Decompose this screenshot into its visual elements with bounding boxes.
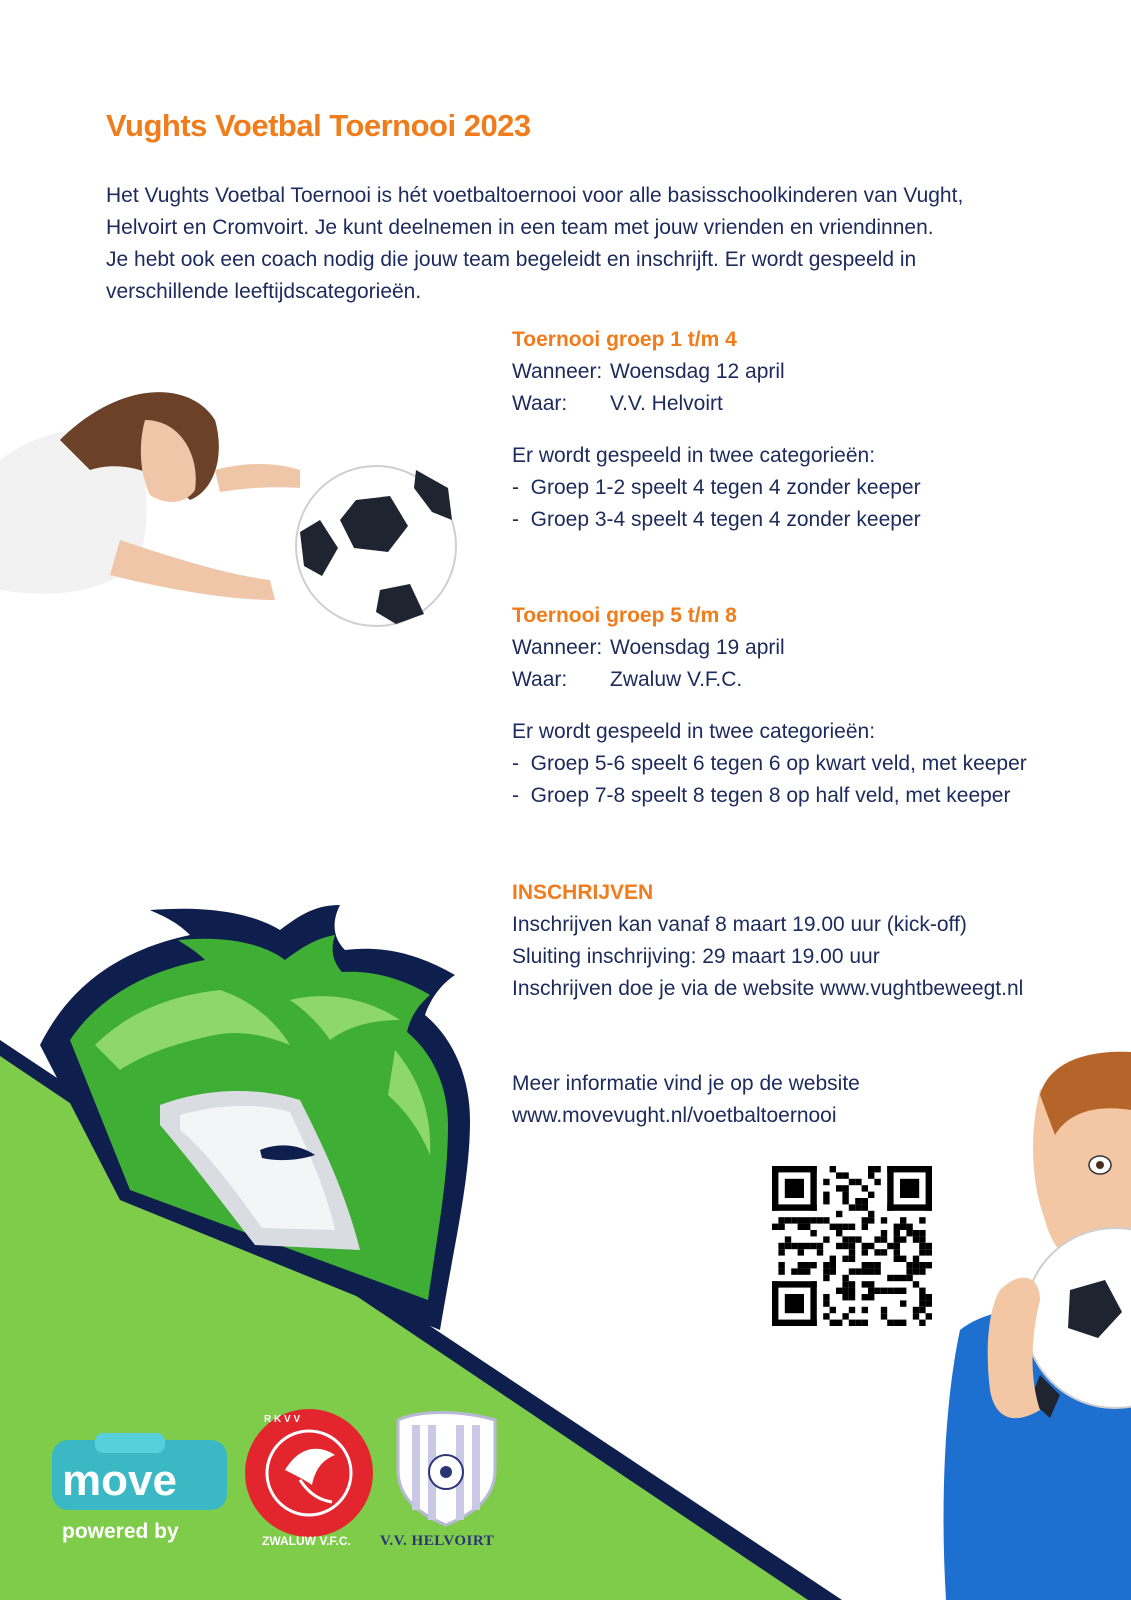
intro-line: Je hebt ook een coach nodig die jouw team begeleidt en inschrijft. Er wordt gespeeld in [106, 248, 917, 271]
intro-line: verschillende leeftijdscategorieën. [106, 280, 422, 303]
more-info-link[interactable]: www.movevught.nl/voetbaltoernooi [512, 1104, 837, 1127]
group-1-4-section [512, 324, 921, 536]
category-item: - Groep 5-6 speelt 6 tegen 6 op kwart veld, met keeper [512, 748, 1027, 780]
where-label: Waar: [512, 392, 568, 415]
category-item: - Groep 7-8 speelt 8 tegen 8 op half veld, met keeper [512, 780, 1027, 812]
categories-intro: Er wordt gespeeld in twee categorieën: [512, 720, 876, 743]
intro-line: Het Vughts Voetbal Toernooi is hét voetbaltoernooi voor alle basisschoolkinderen van Vught, [106, 184, 964, 207]
registration-section [512, 877, 1023, 1005]
when-label: Wanneer: [512, 636, 603, 659]
when-value: Woensdag 12 april [610, 360, 785, 383]
registration-heading: INSCHRIJVEN [512, 881, 654, 904]
where-label: Waar: [512, 668, 568, 691]
helvoirt-label: V.V. HELVOIRT [380, 1533, 495, 1549]
when-value: Woensdag 19 april [610, 636, 785, 659]
where-row [512, 388, 921, 420]
where-row [512, 664, 1027, 696]
move-logo [52, 1433, 227, 1510]
categories-intro: Er wordt gespeeld in twee categorieën: [512, 444, 876, 467]
more-info-text: Meer informatie vind je op de website [512, 1072, 860, 1095]
powered-by-label: powered by [62, 1520, 179, 1543]
move-wordmark: move [62, 1456, 177, 1505]
page-title: Vughts Voetbal Toernooi 2023 [106, 108, 531, 143]
where-value: V.V. Helvoirt [610, 392, 723, 415]
when-row [512, 356, 921, 388]
when-row [512, 632, 1027, 664]
registration-line: Sluiting inschrijving: 29 maart 19.00 uur [512, 945, 880, 968]
group-5-8-section [512, 600, 1027, 812]
more-info-section [512, 1068, 860, 1132]
intro-paragraph [106, 180, 1066, 308]
group-1-4-heading: Toernooi groep 1 t/m 4 [512, 328, 737, 351]
boy-with-ball-illustration [944, 1052, 1131, 1600]
registration-line: Inschrijven kan vanaf 8 maart 19.00 uur (kick-off) [512, 913, 967, 936]
girl-with-ball-illustration [0, 392, 456, 626]
category-item: - Groep 3-4 speelt 4 tegen 4 zonder keeper [512, 504, 921, 536]
when-label: Wanneer: [512, 360, 603, 383]
where-value: Zwaluw V.F.C. [610, 668, 743, 691]
svg-text:R K V V: R K V V [264, 1414, 301, 1425]
category-item: - Groep 1-2 speelt 4 tegen 4 zonder keeper [512, 472, 921, 504]
group-5-8-heading: Toernooi groep 5 t/m 8 [512, 604, 737, 627]
qr-code-icon[interactable] [772, 1166, 932, 1326]
registration-line: Inschrijven doe je via de website www.vughtbeweegt.nl [512, 977, 1024, 1000]
intro-line: Helvoirt en Cromvoirt. Je kunt deelnemen in een team met jouw vrienden en vriendinnen. [106, 216, 934, 239]
svg-text:ZWALUW V.F.C.: ZWALUW V.F.C. [262, 1534, 351, 1548]
